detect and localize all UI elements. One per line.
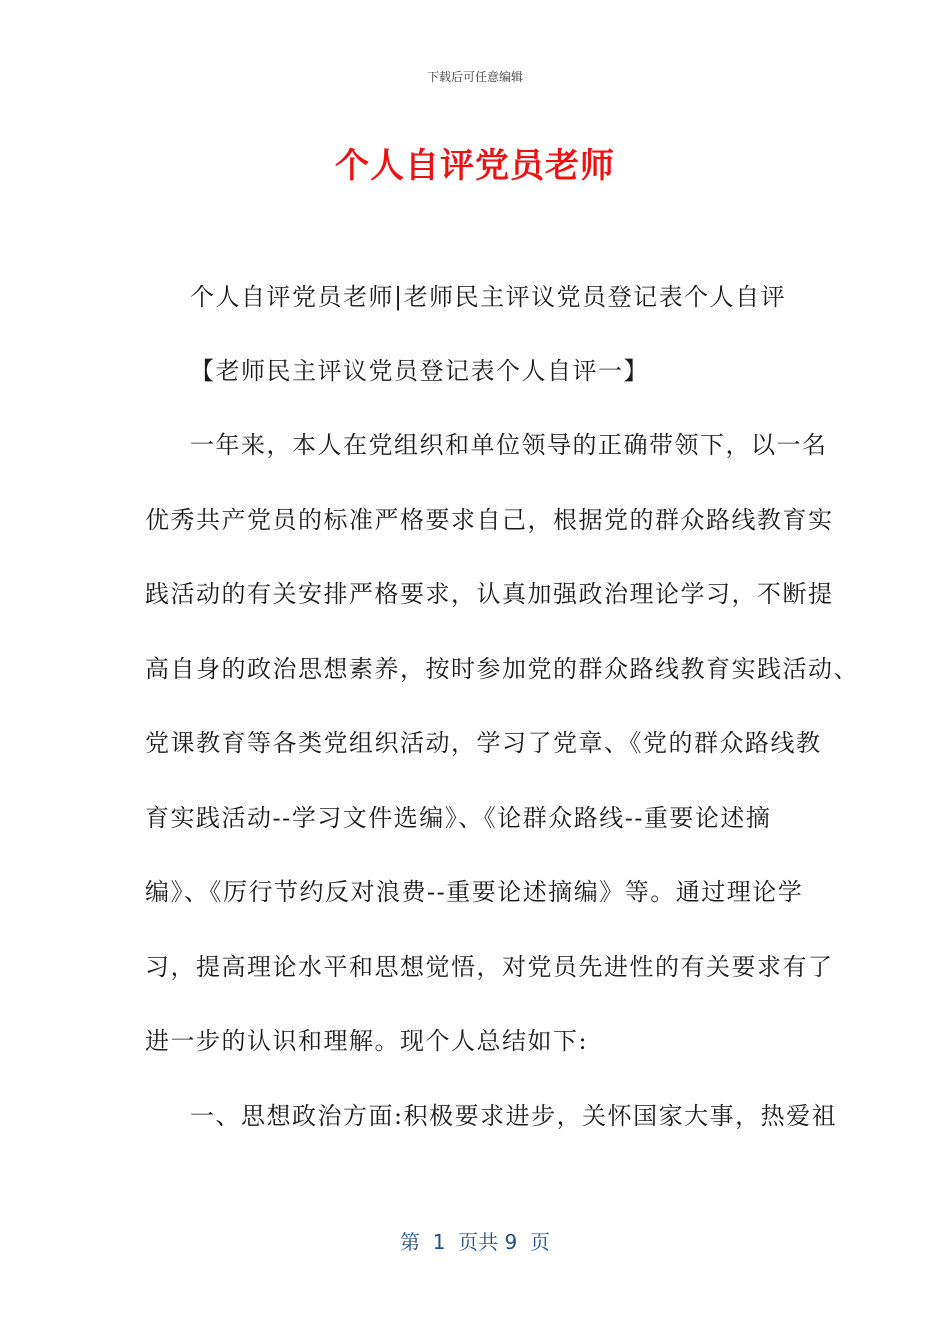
paragraph-line: 一、思想政治方面:积极要求进步，关怀国家大事，热爱祖	[190, 1102, 838, 1130]
page-number-footer: 第 1 页共 9 页	[400, 1230, 550, 1254]
paragraph-line: 高自身的政治思想素养，按时参加党的群众路线教育实践活动、	[145, 655, 859, 683]
paragraph-line: 进一步的认识和理解。现个人总结如下:	[145, 1027, 589, 1055]
paragraph-line: 习，提高理论水平和思想觉悟，对党员先进性的有关要求有了	[145, 953, 834, 981]
document-title: 个人自评党员老师	[335, 146, 615, 186]
paragraph-line: 一年来，本人在党组织和单位领导的正确带领下，以一名	[190, 431, 828, 459]
paragraph-line: 编》、《厉行节约反对浪费--重要论述摘编》等。通过理论学	[145, 878, 804, 906]
subtitle-line: 个人自评党员老师|老师民主评议党员登记表个人自评	[190, 283, 787, 311]
header-note: 下载后可任意编辑	[426, 70, 523, 84]
paragraph-line: 党课教育等各类党组织活动，学习了党章、《党的群众路线教	[145, 729, 822, 757]
paragraph-line: 育实践活动--学习文件选编》、《论群众路线--重要论述摘	[145, 804, 772, 832]
paragraph-line: 优秀共产党员的标准严格要求自己，根据党的群众路线教育实	[145, 506, 834, 534]
paragraph-line: 践活动的有关安排严格要求，认真加强政治理论学习，不断提	[145, 580, 834, 608]
section-heading: 【老师民主评议党员登记表个人自评一】	[190, 357, 649, 385]
